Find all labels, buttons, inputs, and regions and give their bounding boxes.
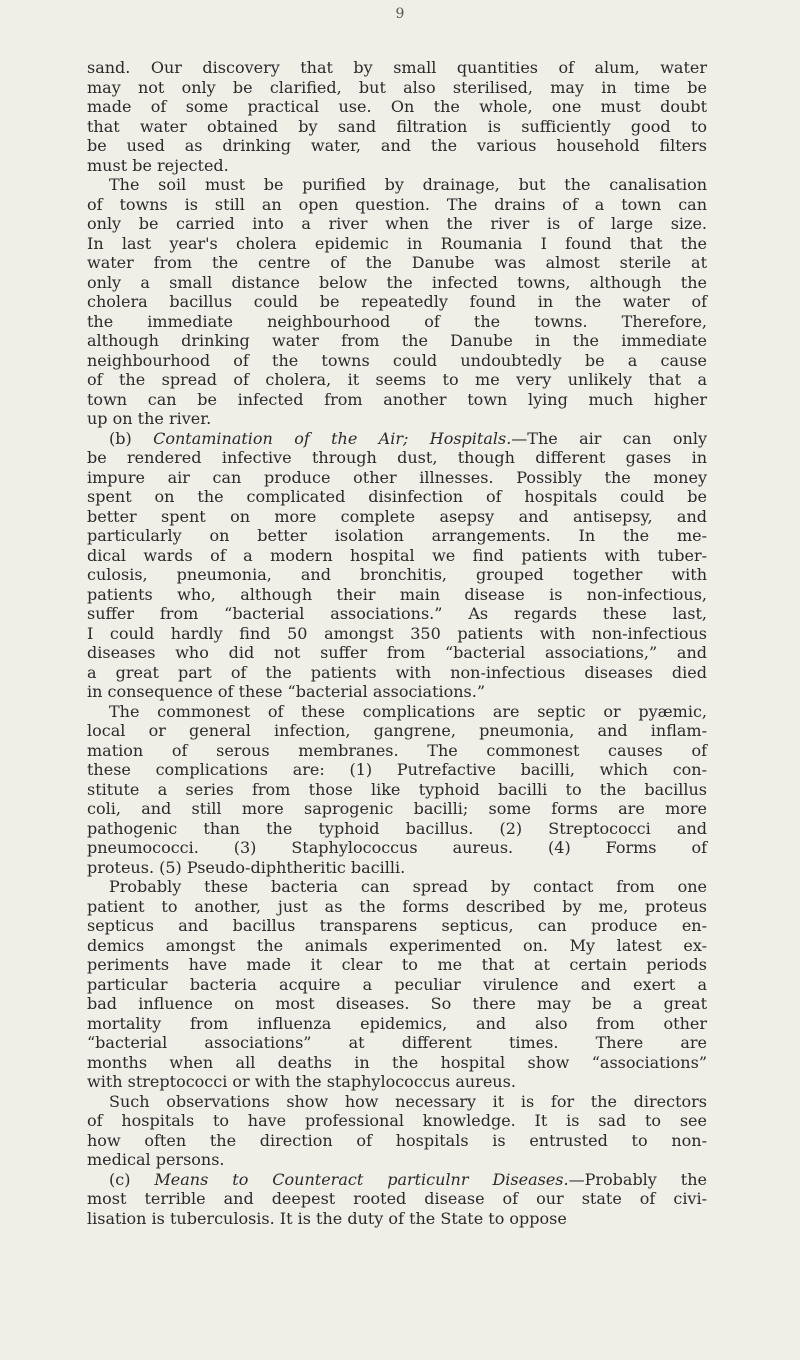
paragraph [87,175,707,429]
body-text [87,58,707,1228]
text-line: be used as drinking water, and the various household filters [87,136,707,155]
text-line: pneumococci. (3) Staphylococcus aureus. (4) Forms of [87,838,707,857]
text-line: be rendered infective through dust, though different gases in [87,448,707,467]
text-line: septicus and bacillus transparens septicus, can produce en- [87,916,707,935]
text-line: patients who, although their main disease is non-infectious, [87,584,707,604]
text-line: In last year's cholera epidemic in Roumania I found that the [87,233,707,253]
text-line: diseases who did not suffer from “bacterial associations,” and [87,643,707,662]
text-line: “bacterial associations” at different times. There are [87,1033,707,1052]
text-line: mortality from influenza epidemics, and also from other [87,1013,707,1033]
text-line: sand. Our discovery that by small quantities of alum, water [87,58,707,77]
section-heading: Means to Counteract particulnr Diseases. [154,1169,569,1189]
text-line: of towns is still an open question. The drains of a town can [87,194,707,214]
text-line: lisation is tuberculosis. It is the duty of the State to oppose [87,1208,567,1228]
text-line: suffer from “bacterial associations.” As regards these last, [87,604,707,623]
text-line: Probably these bacteria can spread by contact from one [109,877,707,896]
text-line: impure air can produce other illnesses. Possibly the money [87,467,707,487]
text-line: neighbourhood of the towns could undoubtedly be a cause [87,350,707,370]
text-line: may not only be clarified, but also sterilised, may in time be [87,77,707,97]
text-line: only a small distance below the infected towns, although the [87,272,707,292]
paragraph [87,58,707,175]
text-line: local or general infection, gangrene, pneumonia, and inflam- [87,721,707,740]
text-line: I could hardly find 50 amongst 350 patients with non-infectious [87,623,707,643]
text-line: stitute a series from those like typhoid bacilli to the bacillus [87,779,707,799]
text-line: a great part of the patients with non-infectious diseases died [87,662,707,682]
text-line: of the spread of cholera, it seems to me very unlikely that a [87,370,707,389]
text-line: periments have made it clear to me that at certain periods [87,955,707,974]
text-line: the immediate neighbourhood of the towns. Therefore, [87,311,707,331]
text-line: demics amongst the animals experimented on. My latest ex- [87,935,707,955]
text-line: cholera bacillus could be repeatedly found in the water of [87,292,707,311]
text-line: The commonest of these complications are septic or pyæmic, [109,701,707,721]
section-label: (b) [109,428,132,448]
text-line: months when all deaths in the hospital show “associations” [87,1052,707,1072]
text-line: made of some practical use. On the whole, one must doubt [87,97,707,116]
text-line: water from the centre of the Danube was almost sterile at [87,253,707,272]
text-line: up on the river. [87,409,212,428]
text-line: only be carried into a river when the river is of large size. [87,214,707,233]
text-line: particularly on better isolation arrangements. In the me- [87,526,707,545]
text-line: with streptococci or with the staphylococcus aureus. [87,1072,516,1091]
text-line: how often the direction of hospitals is entrusted to non- [87,1130,707,1150]
text-line: these complications are: (1) Putrefactive bacilli, which con- [87,760,707,779]
text-line: mation of serous membranes. The commonest causes of [87,740,707,760]
text-line: town can be infected from another town lying much higher [87,389,707,409]
text-line: better spent on more complete asepsy and antisepsy, and [87,506,707,526]
text-line [87,429,707,449]
text-line: patient to another, just as the forms described by me, proteus [87,896,707,916]
text-line: in consequence of these “bacterial associations.” [87,682,486,701]
text-line: coli, and still more saprogenic bacilli; some forms are more [87,799,707,818]
text-line [87,1170,707,1190]
line-text: —The air can only [511,428,707,448]
text-line: Such observations show how necessary it is for the directors [109,1091,707,1111]
text-line: most terrible and deepest rooted disease of our state of civi- [87,1189,707,1208]
text-line: The soil must be purified by drainage, but the canalisation [109,175,707,194]
text-line: pathogenic than the typhoid bacillus. (2) Streptococci and [87,818,707,838]
section-heading: Contamination of the Air; Hospitals. [153,428,512,448]
text-line: spent on the complicated disinfection of hospitals could be [87,487,707,506]
text-line: dical wards of a modern hospital we find patients with tuber- [87,545,707,565]
text-line: although drinking water from the Danube in the immediate [87,331,707,350]
text-line: medical persons. [87,1150,225,1169]
text-line: proteus. (5) Pseudo-diphtheritic bacilli. [87,857,406,877]
text-line: culosis, pneumonia, and bronchitis, grouped together with [87,565,707,584]
paragraph [87,429,707,702]
paragraph [87,1170,707,1229]
text-line: particular bacteria acquire a peculiar virulence and exert a [87,974,707,994]
text-line: of hospitals to have professional knowledge. It is sad to see [87,1111,707,1130]
section-label: (c) [109,1169,131,1189]
paragraph [87,877,707,1092]
paragraph [87,702,707,878]
text-line: that water obtained by sand filtration is sufficiently good to [87,116,707,136]
paragraph [87,1092,707,1170]
text-line: bad influence on most diseases. So there may be a great [87,994,707,1013]
line-text: —Probably the [568,1169,707,1189]
page-number: 9 [395,6,405,22]
text-line: must be rejected. [87,155,229,175]
